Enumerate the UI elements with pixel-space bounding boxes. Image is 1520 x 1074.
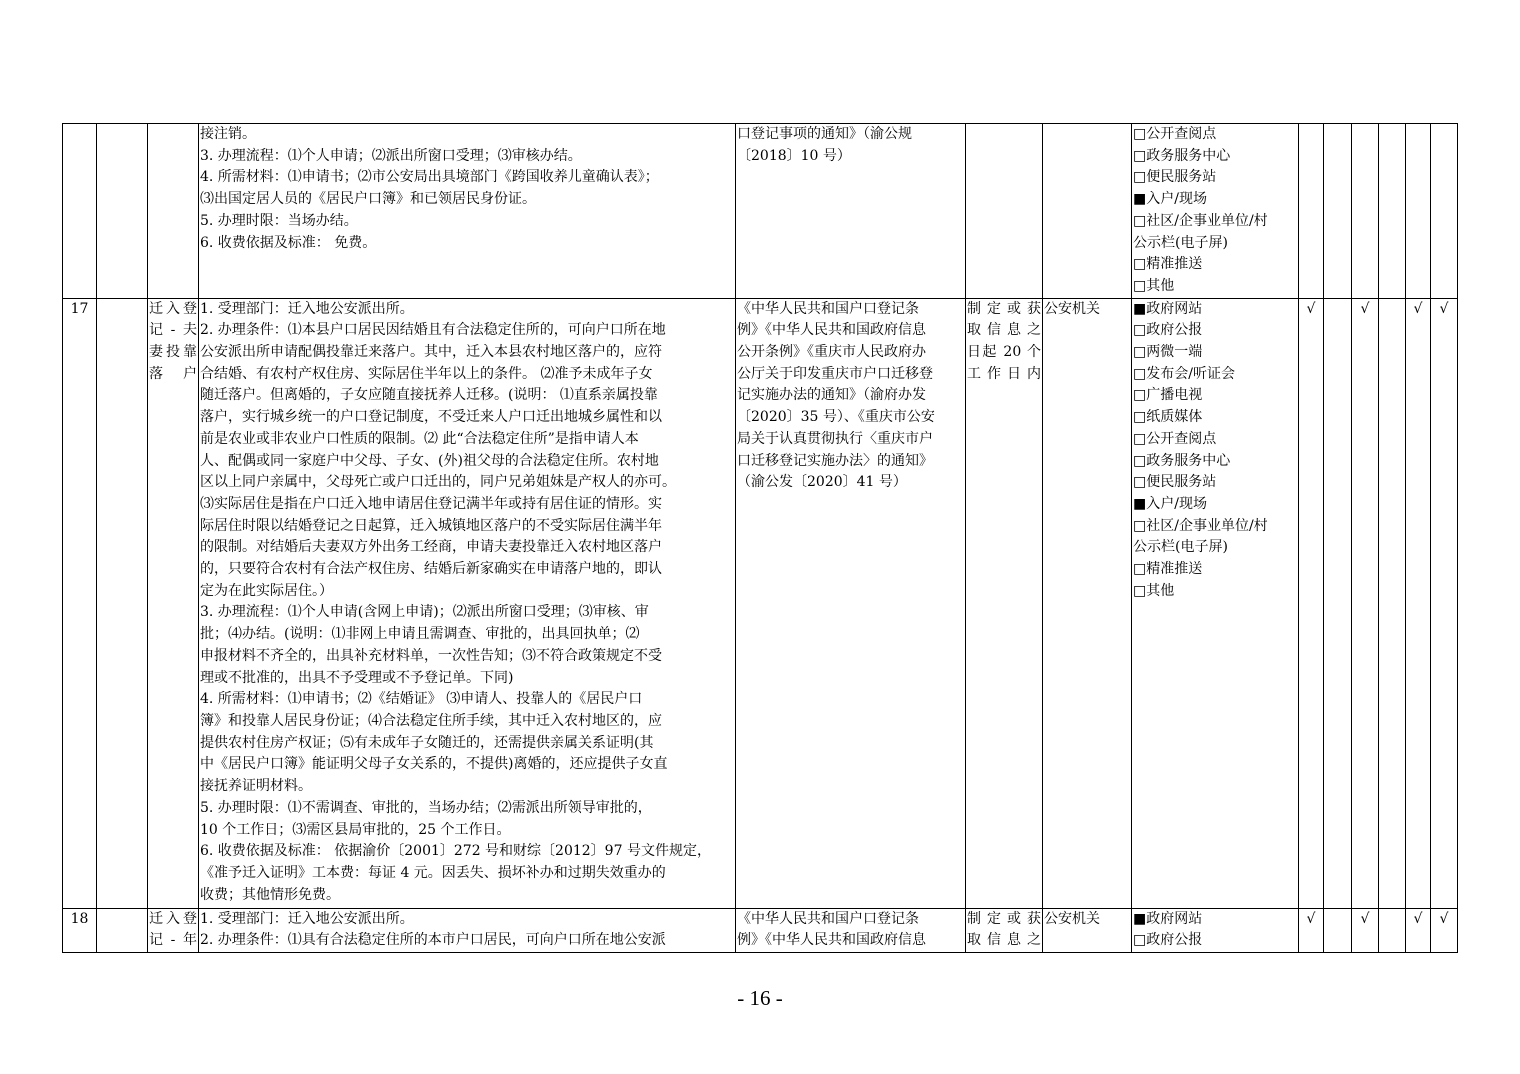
basis-line: 〔2020〕35 号）、《重庆市公安 (737, 409, 935, 426)
channel-option: ■入户/现场 (1133, 191, 1207, 208)
content-line: 人、配偶或同一家庭户中父母、子女、(外)祖父母的合法稳定住所。农村地 (200, 452, 659, 469)
channel-option: □公开查阅点 (1133, 126, 1217, 142)
time-limit-line: 日起 20 个 (967, 344, 1041, 361)
content-line: 《准予迁入证明》工本费：每证 4 元。因丢失、损坏补办和过期失效重办的 (200, 864, 666, 881)
content-line: 3. 办理流程：⑴个人申请(含网上申请)；⑵派出所窗口受理；⑶审核、审 (200, 604, 649, 621)
content-line: 前是农业或非农业户口性质的限制。⑵ 此“合法稳定住所”是指申请人本 (200, 430, 639, 447)
item-name-line: 迁入登 (149, 300, 197, 317)
basis-line: 公厅关于印发重庆市户口迁移登 (737, 365, 933, 382)
mark-cell (1299, 124, 1324, 299)
basis-cell (736, 908, 966, 952)
item-name-line: 妻投靠 (149, 344, 197, 361)
channel-option: ■政府网站 (1133, 910, 1203, 927)
mark-cell (1352, 908, 1379, 952)
row-number-cell (63, 124, 97, 299)
check-mark: √ (1306, 910, 1316, 927)
mark-cell (1379, 298, 1406, 908)
item-name-line: 记-夫 (149, 322, 197, 339)
content-line: 2. 办理条件：⑴本县户口居民因结婚且有合法稳定住所的，可向户口所在地 (200, 322, 666, 339)
time-limit-line: 取信息之 (967, 322, 1041, 339)
channels-cell (1132, 298, 1299, 908)
mark-cell (1299, 908, 1324, 952)
check-mark: √ (1439, 910, 1449, 927)
content-line: 的限制。对结婚后夫妻双方外出务工经商，申请夫妻投靠迁入农村地区落户 (200, 539, 662, 556)
channel-option: ■入户/现场 (1133, 495, 1207, 512)
basis-cell (736, 124, 966, 299)
content-line: 随迁落户。但离婚的，子女应随直接抚养人迁移。(说明： ⑴直系亲属投靠 (200, 387, 658, 404)
channel-option: □公开查阅点 (1133, 430, 1217, 447)
check-mark: √ (1360, 300, 1370, 317)
channel-option: □精准推送 (1133, 561, 1203, 578)
blank-cell (97, 124, 148, 299)
mark-cell (1324, 908, 1352, 952)
content-line: 批；⑷办结。(说明：⑴非网上申请且需调查、审批的，出具回执单；⑵ (200, 626, 640, 643)
content-line: 区以上同户亲属中，父母死亡或户口迁出的，同户兄弟姐妹是产权人的亦可。 (200, 474, 676, 491)
subject-text: 公安机关 (1044, 910, 1100, 927)
channel-option: □社区/企事业单位/村 (1133, 212, 1268, 229)
check-mark: √ (1306, 300, 1316, 317)
content-line: 的，只要符合农村有合法产权住房、结婚后新家确实在申请落户地的，即认 (200, 561, 662, 578)
content-line: 中《居民户口簿》能证明父母子女关系的，不提供)离婚的，还应提供子女直 (200, 756, 668, 773)
channel-option: ■政府网站 (1133, 300, 1203, 317)
mark-cell (1324, 298, 1352, 908)
content-line: 4. 所需材料：⑴申请书；⑵市公安局出具境部门《跨国收养儿童确认表》； (200, 169, 659, 186)
content-cell (199, 908, 736, 952)
time-limit-cell (966, 298, 1043, 908)
content-line: 1. 受理部门：迁入地公安派出所。 (200, 300, 414, 317)
channel-option: □两微一端 (1133, 344, 1203, 361)
content-line: 1. 受理部门：迁入地公安派出所。 (200, 910, 414, 927)
mark-cell (1324, 124, 1352, 299)
content-line: 4. 所需材料：⑴申请书；⑵《结婚证》 ⑶申请人、投靠人的《居民户口 (200, 691, 643, 708)
table-row (63, 908, 1458, 952)
content-line: 5. 办理时限：⑴不需调查、审批的，当场办结；⑵需派出所领导审批的， (200, 799, 652, 816)
mark-cell (1352, 124, 1379, 299)
disclosure-standard-table (62, 123, 1458, 953)
subject-cell (1043, 908, 1132, 952)
channel-option: □发布会/听证会 (1133, 365, 1235, 382)
channel-option: □广播电视 (1133, 387, 1203, 404)
channel-option: □便民服务站 (1133, 474, 1217, 491)
content-line: 10 个工作日；⑶需区县局审批的，25 个工作日。 (200, 821, 511, 838)
channel-option: □政务服务中心 (1133, 147, 1231, 164)
basis-line: 〔2018〕10 号） (737, 147, 851, 164)
time-limit-line: 工作日内 (967, 365, 1041, 382)
content-cell (199, 298, 736, 908)
table-row (63, 298, 1458, 908)
time-limit-line: 制定或获 (967, 300, 1041, 317)
content-line: 申报材料不齐全的，出具补充材料单，一次性告知；⑶不符合政策规定不受 (200, 647, 662, 664)
content-line: 接抚养证明材料。 (200, 778, 312, 795)
channels-cell (1132, 908, 1299, 952)
channel-option: 公示栏(电子屏) (1133, 539, 1228, 556)
content-line: 提供农村住房产权证；⑸有未成年子女随迁的，还需提供亲属关系证明(其 (200, 734, 654, 751)
item-name-line: 迁入登 (149, 910, 197, 927)
channel-option: □精准推送 (1133, 256, 1203, 273)
content-line: 定为在此实际居住。） (200, 582, 333, 599)
subject-text: 公安机关 (1044, 300, 1100, 317)
row-number-cell (63, 298, 97, 908)
channel-option: □纸质媒体 (1133, 409, 1203, 426)
mark-cell (1379, 124, 1406, 299)
channel-option: □便民服务站 (1133, 169, 1217, 186)
item-name-line: 记-年 (149, 932, 197, 949)
content-line: 际居住时限以结婚登记之日起算，迁入城镇地区落户的不受实际居住满半年 (200, 517, 662, 534)
basis-line: 公开条例》《重庆市人民政府办 (737, 344, 926, 361)
basis-line: 局关于认真贯彻执行〈重庆市户 (737, 430, 933, 447)
item-name-cell (148, 124, 199, 299)
basis-line: 记实施办法的通知》（渝府办发 (737, 387, 926, 404)
row-number-cell (63, 908, 97, 952)
basis-line: 口登记事项的通知》（渝公规 (737, 126, 912, 142)
channel-option: □政府公报 (1133, 932, 1203, 949)
channel-option: □政府公报 (1133, 322, 1203, 339)
content-line: 6. 收费依据及标准： 依据渝价〔2001〕272 号和财综〔2012〕97 号文件规定， (200, 843, 711, 860)
check-mark: √ (1413, 910, 1423, 927)
basis-line: 《中华人民共和国户口登记条 (737, 910, 919, 927)
time-limit-line: 制定或获 (967, 910, 1041, 927)
channels-cell (1132, 124, 1299, 299)
content-line: 簿》和投靠人居民身份证；⑷合法稳定住所手续，其中迁入农村地区的，应 (200, 712, 662, 729)
item-name-cell (148, 908, 199, 952)
item-name-cell (148, 298, 199, 908)
channel-option: □社区/企事业单位/村 (1133, 517, 1268, 534)
check-mark: √ (1413, 300, 1423, 317)
content-line: 收费；其他情形免费。 (200, 886, 340, 903)
item-name-line: 落户 (149, 365, 197, 382)
channel-option: □政务服务中心 (1133, 452, 1231, 469)
mark-cell (1431, 298, 1458, 908)
channel-option: □其他 (1133, 582, 1175, 599)
time-limit-line: 取信息之 (967, 932, 1041, 949)
channel-option: 公示栏(电子屏) (1133, 234, 1228, 251)
page-number: - 16 - (737, 986, 783, 1010)
content-cell (199, 124, 736, 299)
row-number: 18 (70, 910, 89, 927)
basis-line: 例》《中华人民共和国政府信息 (737, 322, 926, 339)
content-line: 合结婚、有农村产权住房、实际居住半年以上的条件。 ⑵准予未成年子女 (200, 365, 653, 382)
mark-cell (1431, 124, 1458, 299)
content-line: 2. 办理条件：⑴具有合法稳定住所的本市户口居民，可向户口所在地公安派 (200, 932, 666, 949)
content-line: 落户，实行城乡统一的户口登记制度，不受迁来人户口迁出地城乡属性和以 (200, 409, 662, 426)
mark-cell (1379, 908, 1406, 952)
mark-cell (1352, 298, 1379, 908)
time-limit-cell (966, 124, 1043, 299)
blank-cell (97, 908, 148, 952)
row-number: 17 (70, 300, 89, 317)
check-mark: √ (1360, 910, 1370, 927)
content-line: 5. 办理时限：当场办结。 (200, 212, 358, 229)
subject-cell (1043, 124, 1132, 299)
mark-cell (1406, 124, 1431, 299)
mark-cell (1431, 908, 1458, 952)
table-row (63, 124, 1458, 299)
content-line: 理或不批准的，出具不予受理或不予登记单。下同) (200, 669, 514, 686)
channel-option: □其他 (1133, 277, 1175, 294)
check-mark: √ (1439, 300, 1449, 317)
content-line: 公安派出所申请配偶投靠迁来落户。其中，迁入本县农村地区落户的，应符 (200, 344, 662, 361)
mark-cell (1406, 298, 1431, 908)
basis-line: 例》《中华人民共和国政府信息 (737, 932, 926, 949)
content-line: ⑶实际居住是指在户口迁入地申请居住登记满半年或持有居住证的情形。实 (200, 495, 662, 512)
content-line: 接注销。 (200, 126, 256, 142)
basis-line: （渝公发〔2020〕41 号） (737, 474, 907, 491)
mark-cell (1406, 908, 1431, 952)
content-line: 3. 办理流程：⑴个人申请；⑵派出所窗口受理；⑶审核办结。 (200, 147, 582, 164)
basis-line: 口迁移登记实施办法〉的通知》 (737, 452, 933, 469)
basis-line: 《中华人民共和国户口登记条 (737, 300, 919, 317)
basis-cell (736, 298, 966, 908)
time-limit-cell (966, 908, 1043, 952)
subject-cell (1043, 298, 1132, 908)
content-line: 6. 收费依据及标准： 免费。 (200, 234, 377, 251)
content-line: ⑶出国定居人员的《居民户口簿》和已领居民身份证。 (200, 191, 536, 208)
mark-cell (1299, 298, 1324, 908)
blank-cell (97, 298, 148, 908)
